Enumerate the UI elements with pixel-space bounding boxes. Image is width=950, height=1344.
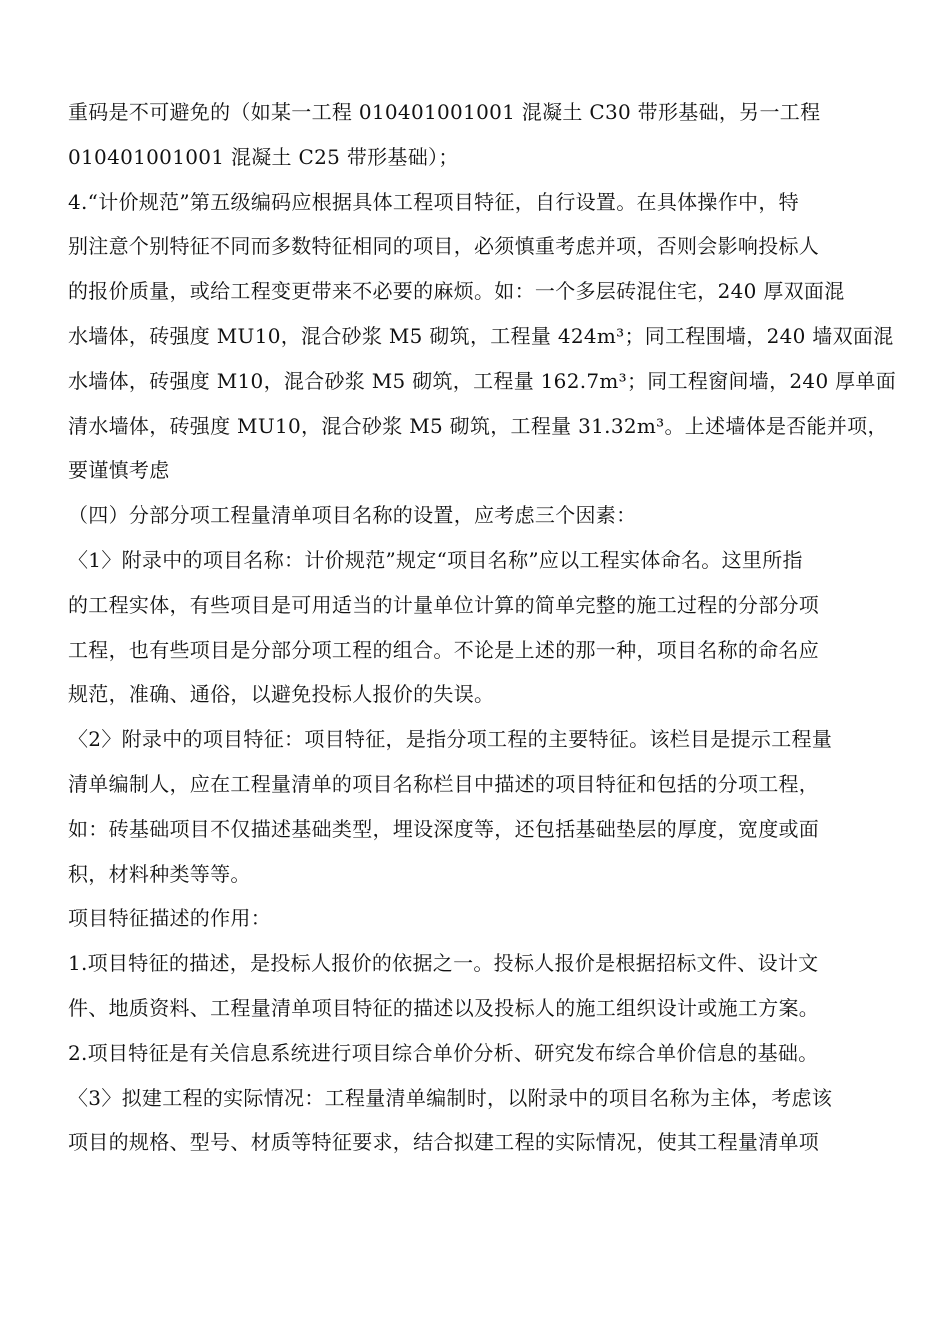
- text-line: 〈3〉拟建工程的实际情况：工程量清单编制时，以附录中的项目名称为主体，考虑该: [68, 1085, 833, 1110]
- text-line: 规范，准确、通俗，以避免投标人报价的失误。: [68, 682, 495, 707]
- text-line: 010401001001 混凝土 C25 带形基础）；: [68, 144, 459, 169]
- text-line: 如：砖基础项目不仅描述基础类型，埋设深度等，还包括基础垫层的厚度，宽度或面: [68, 816, 820, 841]
- text-line: 清水墙体，砖强度 MU10，混合砂浆 M5 砌筑，工程量 31.32m³。上述墙体是否能并项，: [68, 413, 888, 438]
- text-line: 重码是不可避免的（如某一工程 010401001001 混凝土 C30 带形基础，另一工程: [68, 100, 821, 124]
- text-line: 工程，也有些项目是分部分项工程的组合。不论是上述的那一种，项目名称的命名应: [68, 637, 820, 662]
- text-line: 1.项目特征的描述，是投标人报价的依据之一。投标人报价是根据招标文件、设计文: [68, 951, 819, 976]
- section-heading: （四）分部分项工程量清单项目名称的设置，应考虑三个因素：: [68, 503, 637, 528]
- text-line: 项目的规格、型号、材质等特征要求，结合拟建工程的实际情况，使其工程量清单项: [68, 1130, 820, 1155]
- text-line: 4.“计价规范”第五级编码应根据具体工程项目特征，自行设置。在具体操作中，特: [68, 189, 799, 214]
- text-line: 水墙体，砖强度 M10，混合砂浆 M5 砌筑，工程量 162.7m³；同工程窗间墙，240 厚单面: [68, 368, 897, 393]
- text-line: 的报价质量，或给工程变更带来不必要的麻烦。如：一个多层砖混住宅，240 厚双面混: [68, 279, 845, 304]
- text-line: 〈2〉附录中的项目特征：项目特征，是指分项工程的主要特征。该栏目是提示工程量: [68, 727, 833, 752]
- text-line: 项目特征描述的作用：: [68, 906, 271, 931]
- text-line: 件、地质资料、工程量清单项目特征的描述以及投标人的施工组织设计或施工方案。: [68, 995, 820, 1020]
- text-line: 要谨慎考虑: [68, 458, 170, 483]
- text-line: 2.项目特征是有关信息系统进行项目综合单价分析、研究发布综合单价信息的基础。: [68, 1040, 819, 1065]
- text-line: 别注意个别特征不同而多数特征相同的项目，必须慎重考虑并项，否则会影响投标人: [68, 234, 820, 259]
- text-line: 的工程实体，有些项目是可用适当的计量单位计算的简单完整的施工过程的分部分项: [68, 592, 820, 617]
- text-line: 积，材料种类等等。: [68, 861, 251, 886]
- text-line: 清单编制人，应在工程量清单的项目名称栏目中描述的项目特征和包括的分项工程，: [68, 771, 820, 796]
- text-line: 水墙体，砖强度 MU10，混合砂浆 M5 砌筑，工程量 424m³；同工程围墙，240 墙双面混: [68, 323, 894, 348]
- document-body: [68, 90, 904, 1165]
- text-line: 〈1〉附录中的项目名称：计价规范”规定“项目名称”应以工程实体命名。这里所指: [68, 547, 803, 572]
